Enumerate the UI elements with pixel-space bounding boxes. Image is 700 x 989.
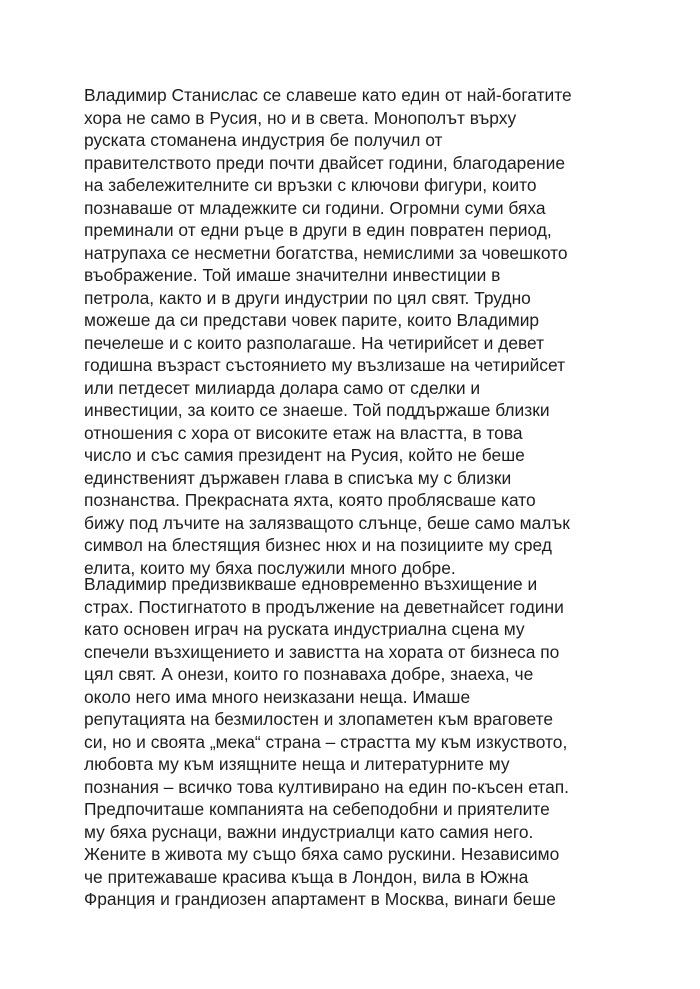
text-line: преминали от едни ръце в други в един повратен период,	[84, 220, 552, 240]
text-line: познаваше от младежките си години. Огромни суми бяха	[84, 197, 546, 218]
text-line: репутацията на безмилостен и злопаметен към враговете	[84, 709, 554, 729]
text-line: натрупаха се несметни богатства, немислими за човешкото	[84, 242, 568, 263]
text-line: спечели възхищението и завистта на хората от бизнеса по	[84, 641, 560, 662]
text-line: Владимир предизвикваше едновременно възхищение и	[84, 574, 538, 594]
text-line: бижу под лъчите на залязващото слънце, беше само малък	[84, 512, 570, 533]
text-line: като основен играч на руската индустриална сцена му	[84, 619, 525, 639]
text-line: Жените в живота му също бяха само рускини. Независимо	[84, 844, 560, 864]
text-line: че притежаваше красива къща в Лондон, вила в Южна	[84, 866, 529, 887]
text-line: страх. Постигнатото в продължение на деветнайсет години	[84, 596, 564, 617]
text-line: символ на блестящия бизнес нюх и на позициите му сред	[84, 535, 552, 555]
text-line: на забележителните си връзки с ключови фигури, които	[84, 175, 537, 195]
text-line: Владимир Станислас се славеше като един от най-богатите	[84, 85, 572, 105]
text-line: познанства. Прекрасната яхта, която проблясваше като	[84, 490, 536, 510]
paragraph-2	[84, 573, 644, 911]
text-line: около него има много неизказани неща. Имаше	[84, 686, 471, 707]
text-line: руската стоманена индустрия бе получил от	[84, 130, 443, 150]
text-line: можеше да си представи човек парите, които Владимир	[84, 310, 540, 330]
text-line: въображение. Той имаше значителни инвестиции в	[84, 265, 501, 285]
text-line: инвестиции, за които се знаеше. Той поддържаше близки	[84, 400, 550, 420]
text-line: Франция и грандиозен апартамент в Москва, винаги беше	[84, 889, 556, 909]
text-line: любовта му към изящните неща и литературните му	[84, 754, 510, 774]
text-line: елита, които му бяха послужили много добре.	[84, 557, 456, 578]
text-line: Предпочиташе компанията на себеподобни и приятелите	[84, 799, 550, 819]
text-line: му бяха руснаци, важни индустриалци като самия него.	[84, 821, 534, 842]
text-line: или петдесет милиарда долара само от сделки и	[84, 377, 481, 398]
text-line: отношения с хора от високите етаж на властта, в това	[84, 422, 523, 443]
paragraph-1	[84, 84, 644, 579]
text-line: хора не само в Русия, но и в света. Монополът върху	[84, 107, 517, 128]
text-line: правителството преди почти двайсет години, благодарение	[84, 152, 565, 173]
text-line: познания – всичко това култивирано на един по-късен етап.	[84, 776, 570, 797]
text-line: число и със самия президент на Русия, който не беше	[84, 445, 525, 465]
text-line: петрола, както и в други индустрии по цял свят. Трудно	[84, 287, 531, 308]
text-line: годишна възраст състоянието му възлизаше на четирийсет	[84, 355, 566, 375]
text-line: си, но и своята „мека“ страна – страстта му към изкуството,	[84, 731, 568, 752]
text-line: печелеше и с които разполагаше. На четирийсет и девет	[84, 332, 545, 353]
text-line: цял свят. А онези, които го познаваха добре, знаеха, че	[84, 664, 534, 684]
text-line: единственият държавен глава в списъка му с близки	[84, 467, 512, 488]
